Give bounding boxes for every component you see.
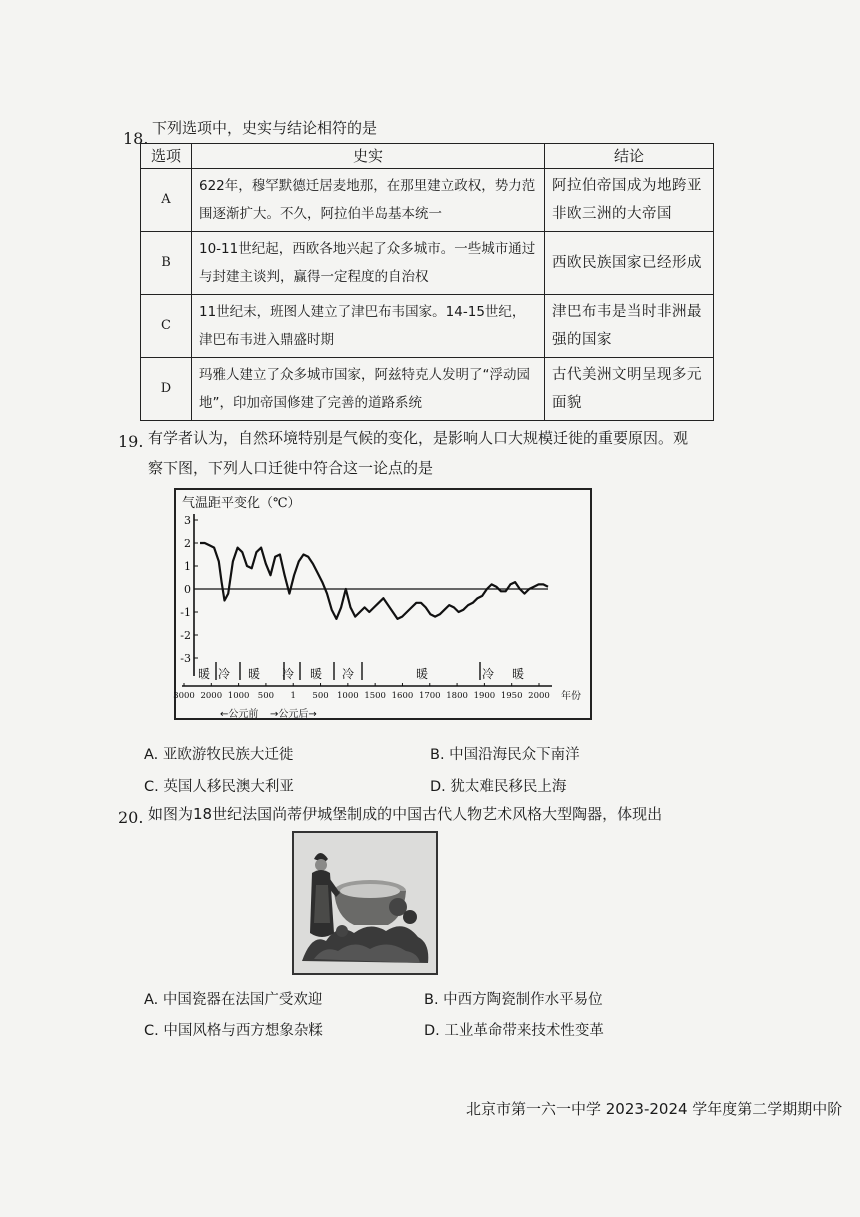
q19-option-b[interactable]: B. 中国沿海民众下南洋: [430, 747, 580, 763]
q19-option-c[interactable]: C. 英国人移民澳大利亚: [144, 779, 294, 795]
temperature-series-line: [200, 543, 548, 619]
series-line: [200, 543, 548, 619]
y-tick-label: 0: [184, 583, 191, 596]
x-tick-label: 1900: [473, 691, 496, 701]
q20-option-a[interactable]: A. 中国瓷器在法国广受欢迎: [144, 992, 323, 1008]
row-conclusion: 阿拉伯帝国成为地跨亚非欧三洲的大帝国: [545, 169, 714, 232]
row-conclusion: 西欧民族国家已经形成: [545, 232, 714, 295]
q19-option-d[interactable]: D. 犹太难民移民上海: [430, 779, 567, 795]
period-label: 冷: [281, 667, 295, 681]
x-tick-label: 1: [290, 691, 296, 701]
row-fact: 玛雅人建立了众多城市国家，阿兹特克人发明了“浮动园地”，印加帝国修建了完善的道路系统: [192, 358, 545, 421]
question-18-number: 18.: [123, 129, 149, 148]
question-19-stem-line2: 察下图，下列人口迁徙中符合这一论点的是: [148, 459, 434, 477]
period-label: 暖: [309, 667, 323, 681]
q20-option-c[interactable]: C. 中国风格与西方想象杂糅: [144, 1023, 323, 1039]
period-label: 暖: [511, 667, 525, 681]
chart-title: 气温距平变化（℃）: [182, 496, 301, 511]
y-tick-label: 3: [184, 514, 191, 527]
question-18-stem: 下列选项中，史实与结论相符的是: [152, 119, 378, 137]
table-row: [141, 232, 714, 295]
row-option: B: [141, 232, 192, 295]
table-row: [141, 295, 714, 358]
era-label-ad: →公元后→: [270, 709, 317, 720]
question-20-stem: 如图为18世纪法国尚蒂伊城堡制成的中国古代人物艺术风格大型陶器，体现出: [148, 805, 663, 823]
header-option: 选项: [141, 144, 192, 169]
period-label: 冷: [481, 667, 495, 681]
y-tick-label: -3: [180, 652, 191, 665]
x-tick-label: 1700: [418, 691, 441, 701]
era-label-bc: ←公元前: [220, 709, 259, 720]
q19-option-a[interactable]: A. 亚欧游牧民族大迁徙: [144, 747, 294, 763]
table-row: [141, 169, 714, 232]
q20-option-b[interactable]: B. 中西方陶瓷制作水平易位: [424, 992, 603, 1008]
question-19-number: 19.: [118, 432, 144, 451]
x-axis: [173, 683, 552, 701]
x-tick-label: 1950: [500, 691, 523, 701]
period-label: 冷: [341, 667, 355, 681]
table-header-row: [141, 144, 714, 169]
y-tick-label: -2: [180, 629, 191, 642]
temperature-chart-svg: [173, 490, 590, 720]
row-fact: 11世纪末，班图人建立了津巴布韦国家。14-15世纪，津巴布韦进入鼎盛时期: [192, 295, 545, 358]
porcelain-photo: [292, 831, 438, 975]
row-fact: 10-11世纪起，西欧各地兴起了众多城市。一些城市通过与封建主谈判，赢得一定程度的自治权: [192, 232, 545, 295]
y-tick-label: -1: [180, 606, 191, 619]
row-option: D: [141, 358, 192, 421]
x-tick-label: 1000: [227, 691, 250, 701]
period-label: 暖: [247, 667, 261, 681]
x-unit-label: 年份: [561, 691, 581, 702]
row-option: A: [141, 169, 192, 232]
x-tick-label: 1800: [446, 691, 468, 701]
row-fact: 622年，穆罕默德迁居麦地那，在那里建立政权，势力范围逐渐扩大。不久，阿拉伯半岛基本统一: [192, 169, 545, 232]
q20-option-d[interactable]: D. 工业革命带来技术性变革: [424, 1023, 604, 1039]
question-19-stem-line1: 有学者认为，自然环境特别是气候的变化，是影响人口大规模迁徙的重要原因。观: [148, 429, 689, 447]
row-conclusion: 古代美洲文明呈现多元面貌: [545, 358, 714, 421]
period-labels: [198, 662, 524, 681]
y-tick-label: 2: [184, 537, 191, 550]
x-tick-label: 1600: [391, 691, 414, 701]
row-option: C: [141, 295, 192, 358]
table-row: [141, 358, 714, 421]
x-tick-label: 500: [312, 691, 329, 701]
x-tick-label: 1500: [364, 691, 386, 701]
question-20-number: 20.: [118, 808, 144, 827]
page-footer: 北京市第一六一中学 2023-2024 学年度第二学期期中阶: [466, 1100, 843, 1118]
question-18-table: [140, 143, 714, 421]
header-fact: 史实: [192, 144, 545, 169]
y-tick-label: 1: [184, 560, 191, 573]
period-label: 暖: [197, 667, 211, 681]
porcelain-figure-illustration: [294, 833, 436, 973]
x-tick-label: 2000: [200, 691, 223, 701]
x-tick-label: 500: [257, 691, 275, 701]
period-label: 暖: [415, 667, 429, 681]
x-tick-label: 1000: [337, 691, 359, 701]
y-axis: [180, 514, 548, 676]
row-conclusion: 津巴布韦是当时非洲最强的国家: [545, 295, 714, 358]
period-label: 冷: [217, 667, 231, 681]
x-tick-label: 3000: [173, 691, 195, 701]
header-conclusion: 结论: [545, 144, 714, 169]
x-tick-label: 2000: [528, 691, 550, 701]
temperature-chart: [174, 488, 592, 720]
